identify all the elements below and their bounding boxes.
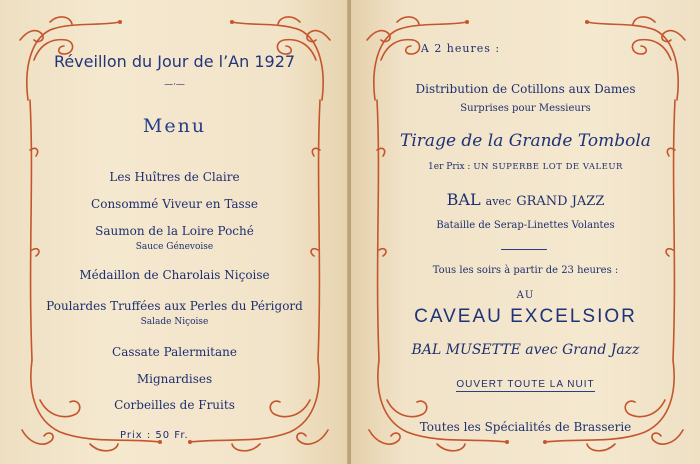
time-heading: A 2 heures : <box>420 42 501 55</box>
musette-line: BAL MUSETTE avec Grand Jazz <box>411 342 640 358</box>
menu-item-side: Salade Niçoise <box>140 317 209 327</box>
menu-item: Consommé Viveur en Tasse <box>91 197 258 211</box>
brasserie-line: Toutes les Spécialités de Brasserie <box>419 420 632 434</box>
prize-prefix: 1er Prix : <box>428 162 471 172</box>
caveau-heading: CAVEAU EXCELSIOR <box>414 306 637 327</box>
au-line: AU <box>516 290 535 301</box>
prize-text: UN SUPERBE LOT DE VALEUR <box>473 162 623 172</box>
bal-jazz: GRAND JAZZ <box>516 194 605 209</box>
cotillons-line: Distribution de Cotillons aux Dames <box>415 82 636 96</box>
menu-item: Poulardes Truffées aux Perles du Périgord <box>46 299 303 313</box>
menu-heading: Menu <box>142 115 207 137</box>
bal-line <box>351 190 700 209</box>
menu-item: Cassate Palermitane <box>112 345 237 359</box>
bal-with: avec <box>485 195 512 208</box>
menu-price: Prix : 50 Fr. <box>120 430 189 441</box>
menu-item: Saumon de la Loire Poché <box>95 224 254 238</box>
tombola-heading: Tirage de la Grande Tombola <box>400 131 651 151</box>
bal-word: BAL <box>446 190 481 209</box>
right-ornamental-border <box>351 0 700 464</box>
menu-item: Mignardises <box>136 372 213 386</box>
bataille-line: Bataille de Serap-Linettes Volantes <box>436 220 615 231</box>
open-all-night-text: OUVERT TOUTE LA NUIT <box>456 379 595 390</box>
left-page <box>0 0 349 464</box>
right-page <box>351 0 700 464</box>
menu-item: Médaillon de Charolais Niçoise <box>79 268 270 282</box>
menu-item: Les Huîtres de Claire <box>109 170 240 184</box>
every-night-line: Tous les soirs à partir de 23 heures : <box>432 265 619 276</box>
prize-line <box>351 162 700 172</box>
menu-item-side: Sauce Génevoise <box>135 242 214 252</box>
title-separator: —·— <box>164 80 185 90</box>
surprises-line: Surprises pour Messieurs <box>460 103 591 114</box>
open-all-night <box>351 379 700 392</box>
event-title: Réveillon du Jour de l’An 1927 <box>53 52 296 71</box>
menu-item: Corbeilles de Fruits <box>114 398 235 412</box>
right-divider <box>501 249 547 250</box>
